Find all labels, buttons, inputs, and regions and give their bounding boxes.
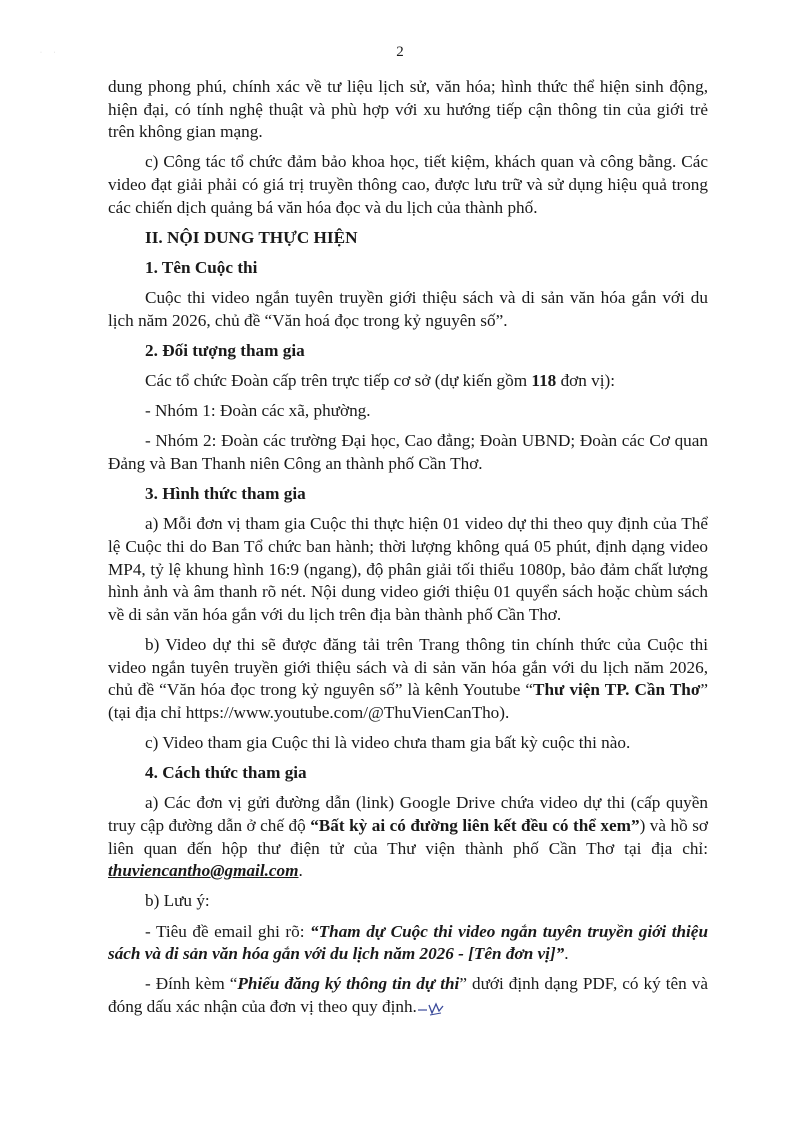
paragraph-method-b: b) Lưu ý: bbox=[145, 891, 210, 911]
email-subject-template: “Tham dự Cuộc thi video ngắn tuyên truyền giới thiệu sách và di sản văn hóa gắn với du lịch năm 2026 - [Tên đơn vị]” bbox=[108, 921, 708, 964]
note1-end: . bbox=[564, 944, 569, 964]
note1-prefix: - Tiêu đề email ghi rõ: bbox=[145, 921, 311, 941]
heading-participation-method: 4. Cách thức tham gia bbox=[145, 763, 307, 783]
registration-form-name: Phiếu đăng ký thông tin dự thi bbox=[237, 974, 460, 994]
paragraph-form-c: c) Video tham gia Cuộc thi là video chưa tham gia bất kỳ cuộc thi nào. bbox=[145, 732, 631, 752]
scan-mark: · · bbox=[40, 50, 61, 56]
note2-prefix: - Đính kèm “ bbox=[145, 974, 238, 994]
note-email-subject bbox=[108, 921, 708, 966]
method-a-text-1: a) Các đơn vị gửi đường dẫn (link) Google Drive chứa video dự thi (cấp quyền truy cập đường dẫn ở chế độ bbox=[108, 793, 708, 835]
paragraph-intro: dung phong phú, chính xác về tư liệu lịch sử, văn hóa; hình thức thể hiện sinh động, hiện đại, có tính nghệ thuật và phù hợp với xu hướng tiếp cận thông tin của giới trẻ trên không gian mạng. bbox=[108, 77, 708, 142]
heading-participants: 2. Đối tượng tham gia bbox=[145, 340, 305, 360]
email-link[interactable]: thuviencantho@gmail.com bbox=[108, 861, 299, 881]
section-heading-ii: II. NỘI DUNG THỰC HIỆN bbox=[145, 227, 358, 247]
note2-text: ” dưới định dạng PDF, có ký tên và đóng dấu xác nhận của đơn vị theo quy định. bbox=[108, 974, 708, 1016]
method-a-text-2: ) và hồ sơ liên quan đến hộp thư điện tử của Thư viện thành phố Cần Thơ tại địa chỉ: bbox=[108, 815, 709, 858]
group-1-item: - Nhóm 1: Đoàn các xã, phường. bbox=[145, 401, 371, 421]
paragraph-form-a: a) Mỗi đơn vị tham gia Cuộc thi thực hiện 01 video dự thi theo quy định của Thể lệ Cuộc thi do Ban Tổ chức ban hành; thời lượng không quá 05 phút, định dạng video MP4, tỷ lệ khung hình 16:9 (ngang), độ phân giải tối thiểu 1080p, bảo đảm chất lượng hình ảnh và âm thanh rõ nét. Nội dung video giới thiệu 01 quyển sách hoặc chùm sách về di sản văn hóa gắn với du lịch trên địa bàn thành phố Cần Thơ. bbox=[108, 514, 708, 624]
page-number: 2 bbox=[396, 44, 404, 60]
paragraph-contest-name: Cuộc thi video ngắn tuyên truyền giới thiệu sách và di sản văn hóa gắn với du lịch năm 2026, chủ đề “Văn hoá đọc trong kỷ nguyên số”. bbox=[108, 288, 708, 330]
access-mode: “Bất kỳ ai có đường liên kết đều có thể xem” bbox=[310, 815, 640, 835]
participants-text-b: đơn vị): bbox=[556, 371, 616, 391]
heading-contest-name: 1. Tên Cuộc thi bbox=[145, 257, 258, 277]
paragraph-item-c: c) Công tác tổ chức đảm bảo khoa học, tiết kiệm, khách quan và công bằng. Các video đạt giải phải có giá trị truyền thông cao, được lưu trữ và sử dụng hiệu quả trong các chiến dịch quảng bá văn hóa đọc và du lịch của thành phố. bbox=[108, 152, 708, 217]
form-b-text-2: ” (tại địa chỉ https://www.youtube.com/@ThuVienCanTho). bbox=[108, 680, 709, 722]
channel-name: Thư viện TP. Cần Thơ bbox=[533, 680, 701, 700]
paragraph-form-b bbox=[108, 634, 708, 724]
document-body bbox=[108, 76, 708, 1026]
form-b-text-1: b) Video dự thi sẽ được đăng tải trên Trang thông tin chính thức của Cuộc thi video ngắn tuyên truyền giới thiệu sách và di sản văn hóa gắn với du lịch năm 2026, chủ đề “Văn hóa đọc trong kỷ nguyên số” là kênh Youtube “ bbox=[108, 635, 708, 700]
participants-text-a: Các tổ chức Đoàn cấp trên trực tiếp cơ sở (dự kiến gồm bbox=[145, 371, 532, 391]
paragraph-participants bbox=[108, 370, 708, 393]
heading-participation-form: 3. Hình thức tham gia bbox=[145, 484, 306, 504]
initial-signature-mark bbox=[417, 1000, 445, 1016]
paragraph-method-a bbox=[108, 792, 708, 882]
group-2-item: - Nhóm 2: Đoàn các trường Đại học, Cao đẳng; Đoàn UBND; Đoàn các Cơ quan Đảng và Ban Thanh niên Công an thành phố Cần Thơ. bbox=[108, 431, 708, 474]
method-a-text-3: . bbox=[298, 861, 303, 881]
participants-count: 118 bbox=[531, 371, 557, 391]
note-attachment bbox=[108, 973, 708, 1018]
